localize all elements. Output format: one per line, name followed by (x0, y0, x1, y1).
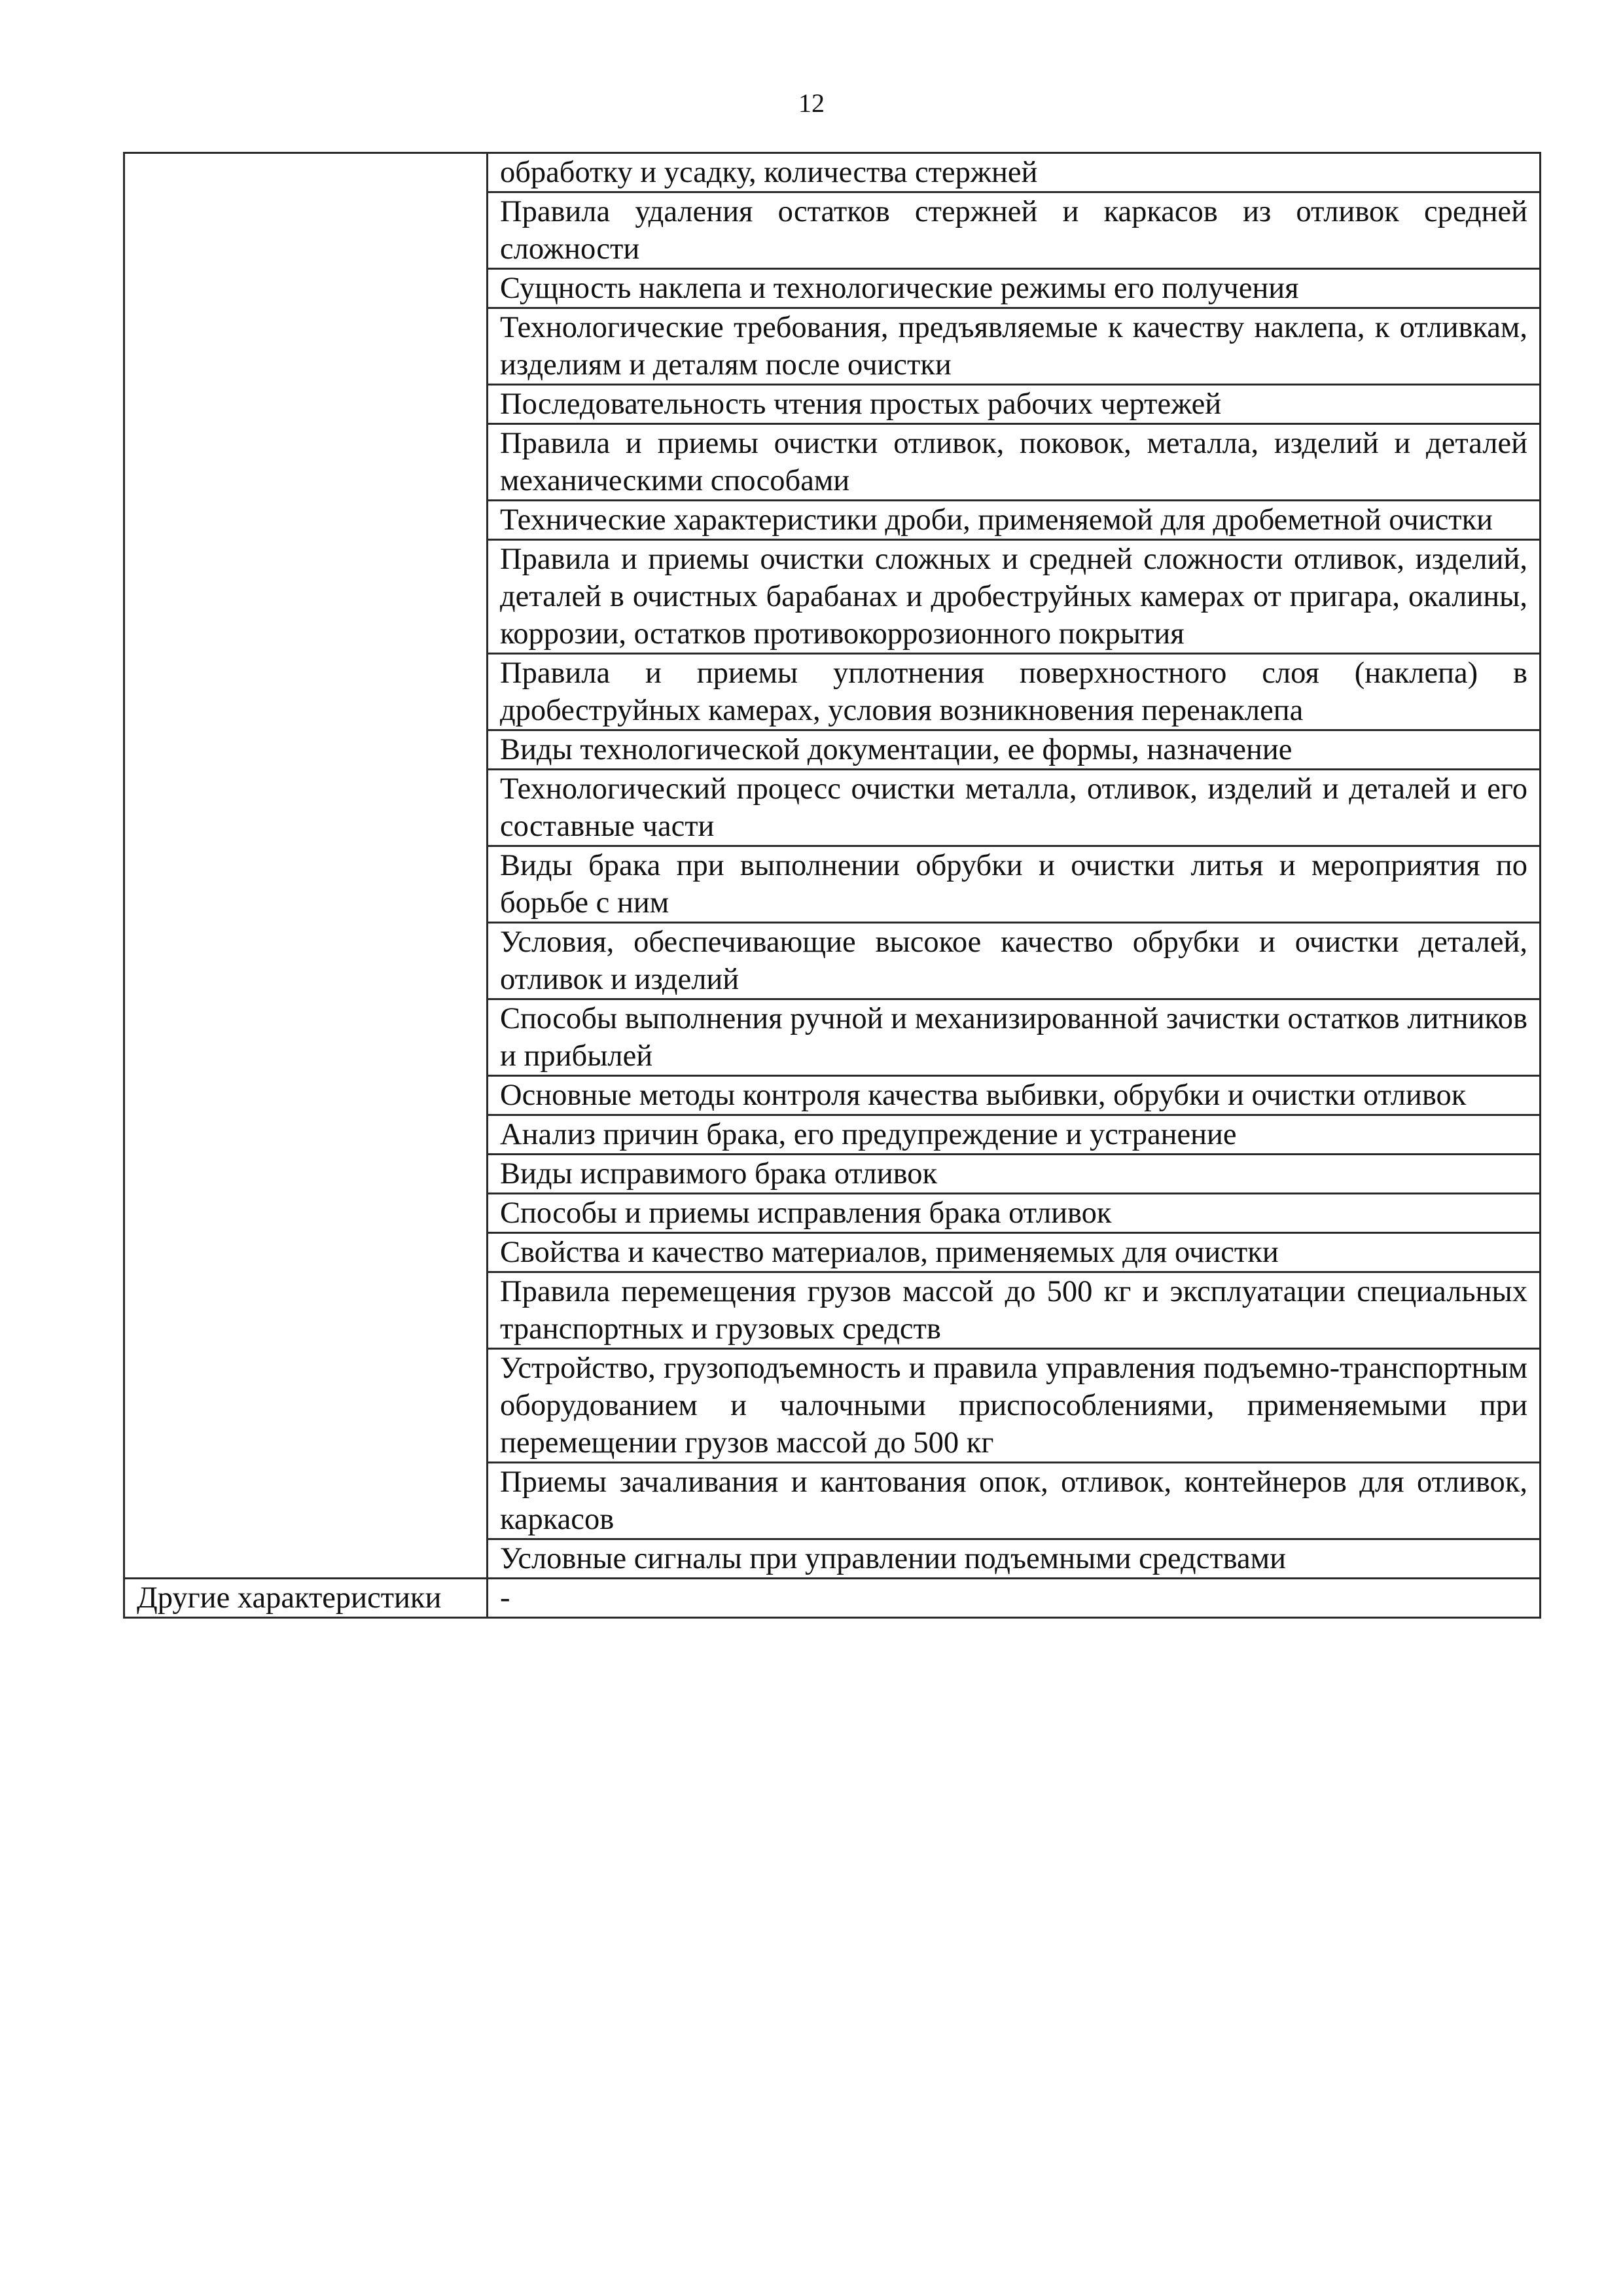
table-cell: Правила и приемы уплотнения поверхностного слоя (наклепа) в дробеструйных камерах, условия возникновения перенаклепа (488, 654, 1541, 730)
table-cell: Способы и приемы исправления брака отливок (488, 1194, 1541, 1233)
table-cell: Правила перемещения грузов массой до 500 кг и эксплуатации специальных транспортных и грузовых средств (488, 1272, 1541, 1349)
other-characteristics-row (124, 1579, 1541, 1618)
table-cell: обработку и усадку, количества стержней (488, 153, 1541, 192)
table-cell: Правила и приемы очистки сложных и средней сложности отливок, изделий, деталей в очистных барабанах и дробеструйных камерах от пригара, окалины, коррозии, остатков противокоррозионного покрытия (488, 540, 1541, 654)
table-cell: Устройство, грузоподъемность и правила управления подъемно-транспортным оборудованием и чалочными приспособлениями, применяемыми при перемещении грузов массой до 500 кг (488, 1349, 1541, 1463)
table-cell: Технологические требования, предъявляемые к качеству наклепа, к отливкам, изделиям и деталям после очистки (488, 308, 1541, 385)
knowledge-table (123, 152, 1541, 1619)
other-characteristics-label: Другие характеристики (124, 1579, 488, 1618)
table-cell: Виды брака при выполнении обрубки и очистки литья и мероприятия по борьбе с ним (488, 846, 1541, 923)
table-cell: Виды исправимого брака отливок (488, 1155, 1541, 1194)
table-cell: Сущность наклепа и технологические режимы его получения (488, 269, 1541, 308)
table-cell: Основные методы контроля качества выбивки, обрубки и очистки отливок (488, 1076, 1541, 1115)
table-cell: Условные сигналы при управлении подъемными средствами (488, 1539, 1541, 1579)
table-cell: Правила и приемы очистки отливок, поковок, металла, изделий и деталей механическими способами (488, 424, 1541, 501)
table-cell: Технические характеристики дроби, применяемой для дробеметной очистки (488, 501, 1541, 540)
table-cell: Свойства и качество материалов, применяемых для очистки (488, 1233, 1541, 1272)
merged-label-cell (124, 153, 488, 1579)
table-cell: Виды технологической документации, ее формы, назначение (488, 730, 1541, 770)
table-cell: Способы выполнения ручной и механизированной зачистки остатков литников и прибылей (488, 999, 1541, 1076)
table-cell: Технологический процесс очистки металла, отливок, изделий и деталей и его составные части (488, 770, 1541, 846)
table-cell: Анализ причин брака, его предупреждение и устранение (488, 1115, 1541, 1155)
table-cell: Условия, обеспечивающие высокое качество обрубки и очистки деталей, отливок и изделий (488, 923, 1541, 999)
table-cell: Приемы зачаливания и кантования опок, отливок, контейнеров для отливок, каркасов (488, 1463, 1541, 1539)
table-cell: Правила удаления остатков стержней и каркасов из отливок средней сложности (488, 192, 1541, 269)
table-row (124, 153, 1541, 192)
other-characteristics-value: - (488, 1579, 1541, 1618)
table-cell: Последовательность чтения простых рабочих чертежей (488, 385, 1541, 424)
page-number: 12 (798, 88, 825, 118)
